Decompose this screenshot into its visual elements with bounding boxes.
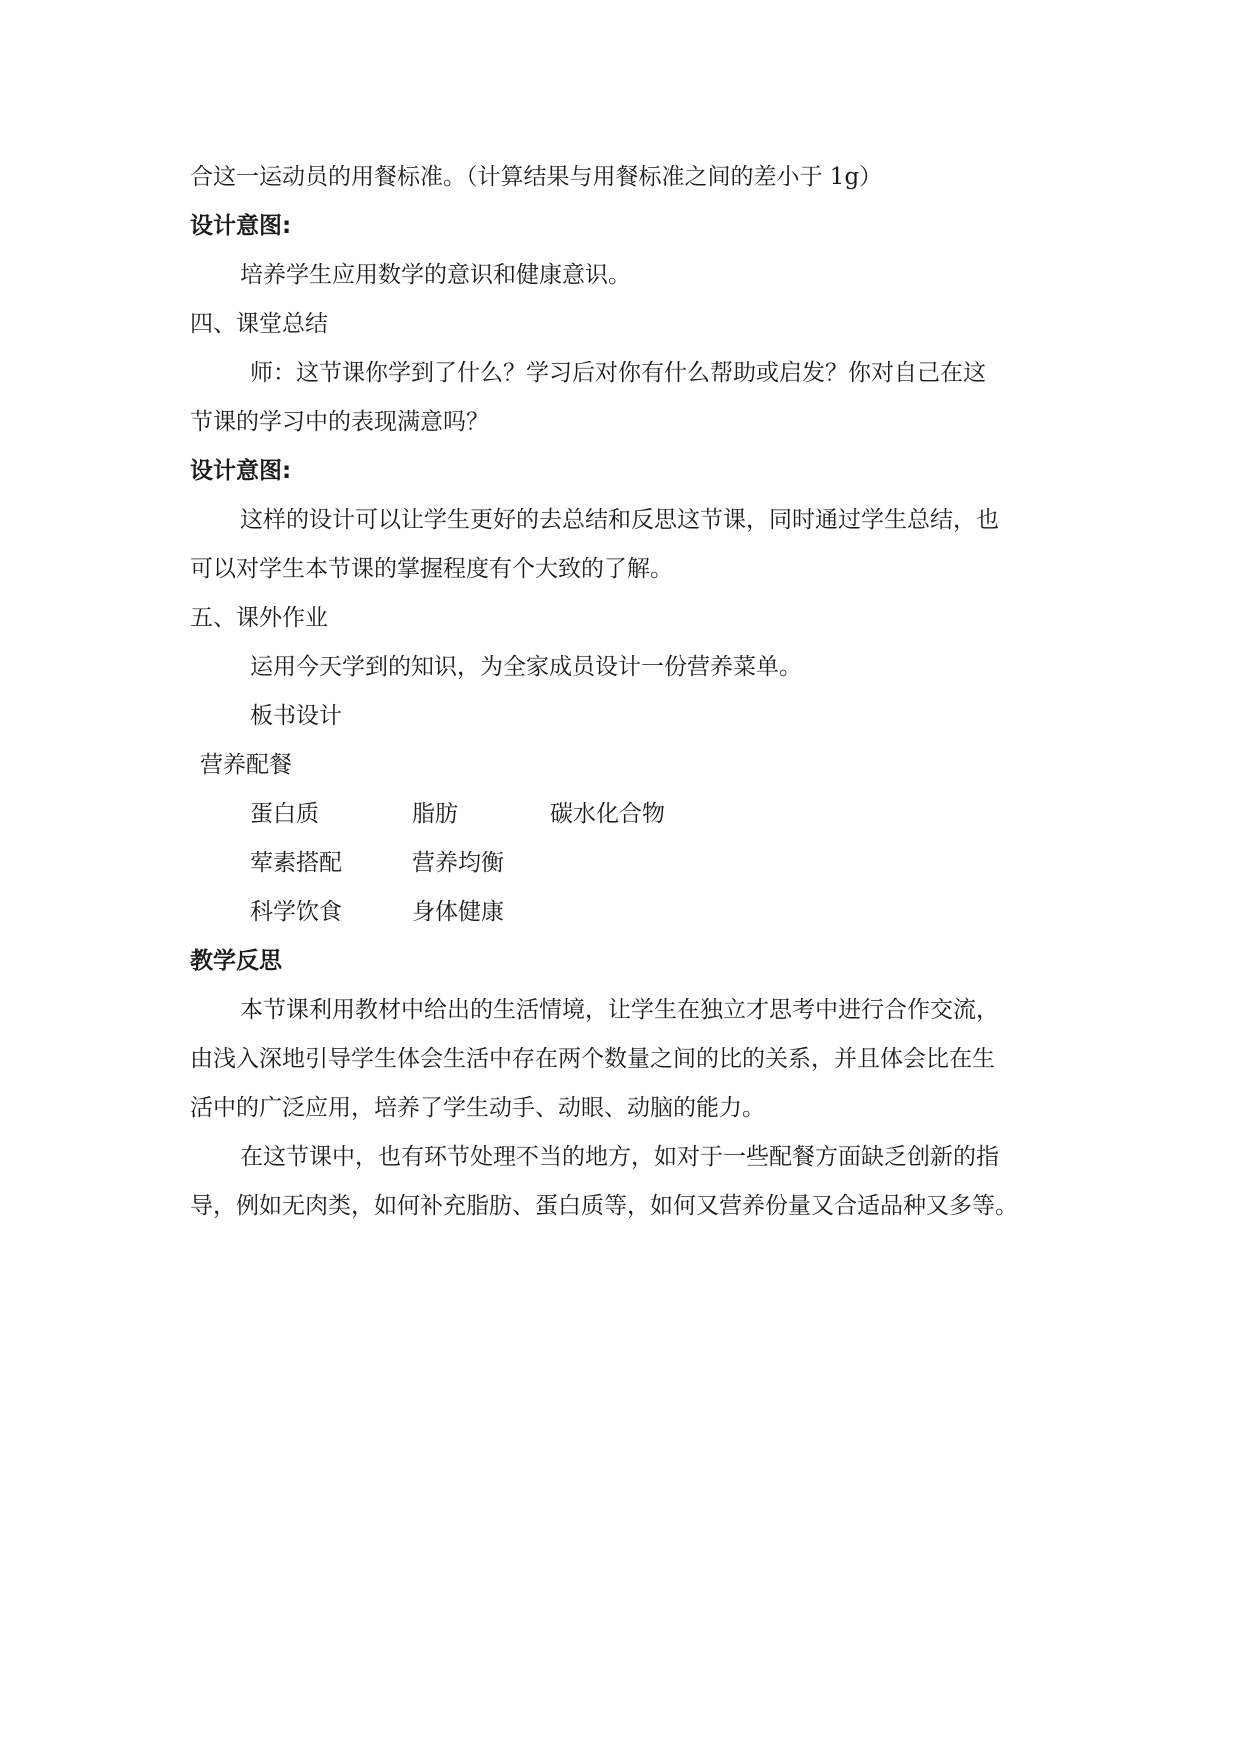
board-cell: 蛋白质	[250, 801, 319, 827]
board-cell: 身体健康	[412, 899, 504, 925]
text-line: 活中的广泛应用，培养了学生动手、动眼、动脑的能力。	[190, 1095, 765, 1121]
board-cell: 脂肪	[412, 801, 458, 827]
text-line: 导，例如无肉类，如何补充脂肪、蛋白质等，如何又营养份量又合适品种又多等。	[190, 1193, 1018, 1219]
text-line: 可以对学生本节课的掌握程度有个大致的了解。	[190, 556, 673, 582]
board-cell: 碳水化合物	[550, 801, 665, 827]
section-heading: 教学反思	[190, 948, 282, 974]
text-line: 运用今天学到的知识，为全家成员设计一份营养菜单。	[250, 654, 802, 680]
section-heading: 设计意图:	[190, 213, 292, 239]
board-cell: 营养均衡	[412, 850, 504, 876]
text-line: 本节课利用教材中给出的生活情境，让学生在独立才思考中进行合作交流，	[240, 997, 999, 1023]
text-line: 在这节课中，也有环节处理不当的地方，如对于一些配餐方面缺乏创新的指	[240, 1144, 999, 1170]
text-line: 这样的设计可以让学生更好的去总结和反思这节课，同时通过学生总结，也	[240, 507, 999, 533]
section-heading: 四、课堂总结	[190, 311, 328, 337]
text-line: 合这一运动员的用餐标准。（计算结果与用餐标准之间的差小于 1g）	[190, 164, 883, 190]
text-line: 板书设计	[250, 703, 342, 729]
text-line: 培养学生应用数学的意识和健康意识。	[240, 262, 631, 288]
section-heading: 五、课外作业	[190, 605, 328, 631]
text-line: 师：这节课你学到了什么？学习后对你有什么帮助或启发？你对自己在这	[250, 360, 986, 386]
board-title: 营养配餐	[200, 752, 292, 778]
text-line: 节课的学习中的表现满意吗？	[190, 409, 489, 435]
board-cell: 科学饮食	[250, 899, 342, 925]
text-line: 由浅入深地引导学生体会生活中存在两个数量之间的比的关系，并且体会比在生	[190, 1046, 995, 1072]
section-heading: 设计意图:	[190, 458, 292, 484]
board-cell: 荤素搭配	[250, 850, 342, 876]
